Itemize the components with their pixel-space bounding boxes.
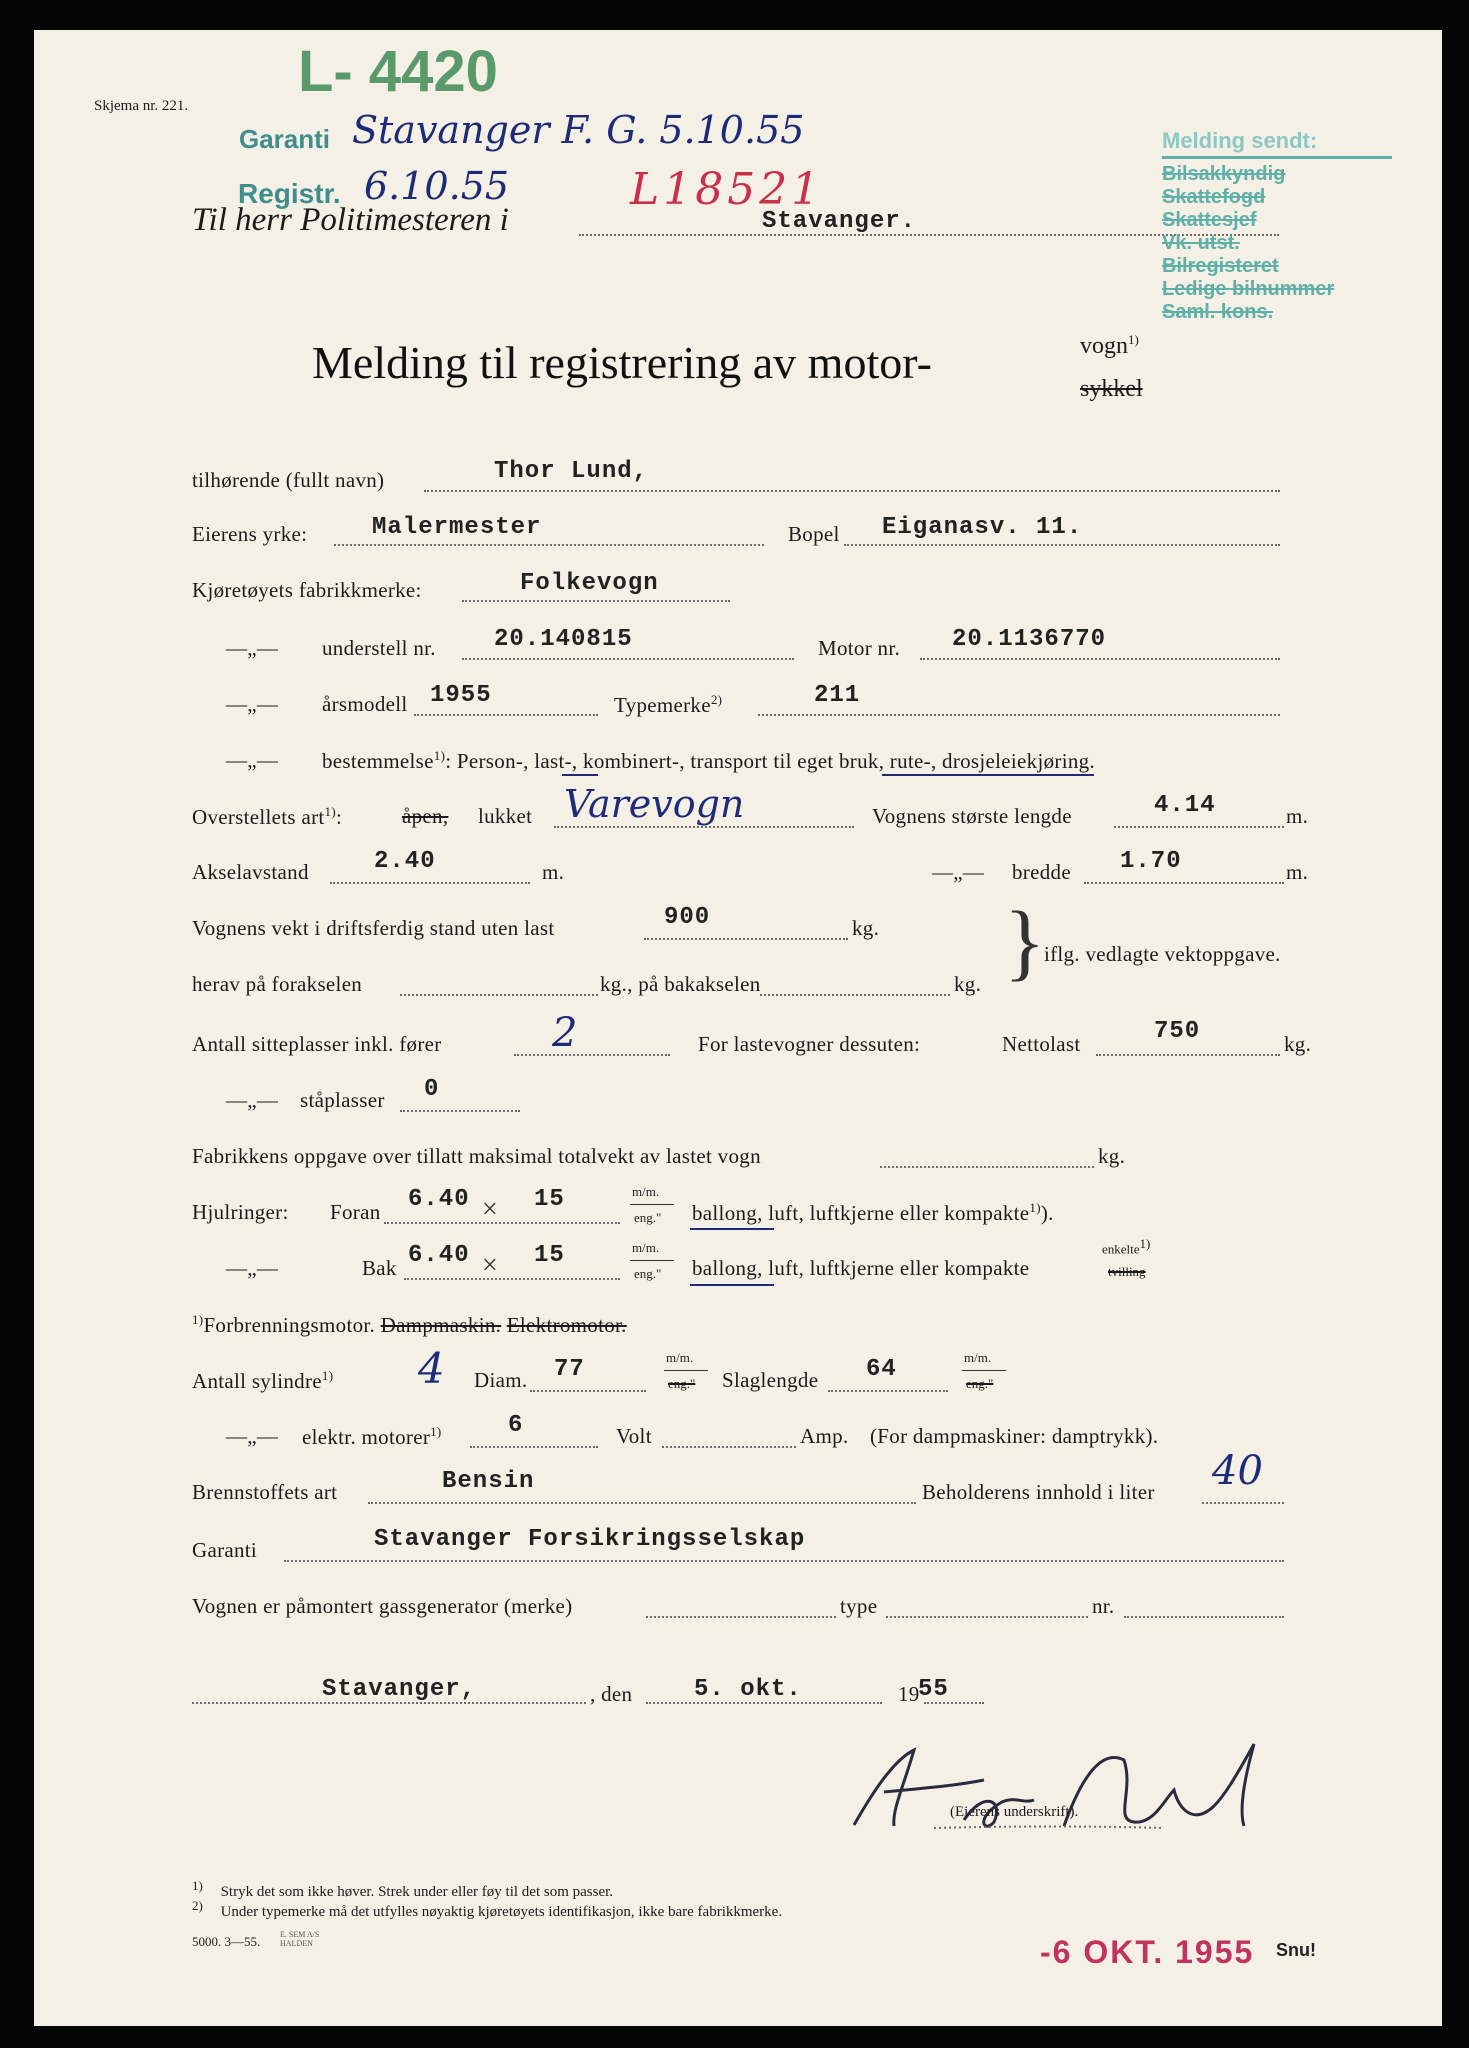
rear-tvilling-struck: tvilling xyxy=(1108,1264,1146,1279)
diameter-label: Diam. xyxy=(474,1368,528,1392)
payload-label: Nettolast xyxy=(1002,1032,1081,1056)
cylinders-label: Antall sylindre$^{1)}$ xyxy=(192,1368,334,1393)
rear-tire-type: ballong, luft, luftkjerne eller kompakte xyxy=(692,1256,1030,1280)
wheelbase-label: Akselavstand xyxy=(192,860,309,884)
stamp-item-ledige-bilnummer: Ledige bilnummer xyxy=(1162,278,1335,300)
max-weight-unit: kg. xyxy=(1098,1144,1126,1168)
ditto-electric: —„— xyxy=(226,1424,279,1448)
title-vogn: vogn$^{1)}$ xyxy=(1080,332,1139,359)
length-label: Vognens største lengde xyxy=(872,804,1072,828)
weight-label: Vognens vekt i driftsferdig stand uten last xyxy=(192,916,555,940)
footnote-1: 1) Stryk det som ikke høver. Strek under eller føy til det som passer. xyxy=(192,1878,614,1900)
police-city: Stavanger. xyxy=(762,208,917,235)
seats-handwritten: 2 xyxy=(552,1010,578,1056)
make-label: Kjøretøyets fabrikkmerke: xyxy=(192,578,422,602)
front-eng-unit: eng." xyxy=(634,1210,662,1225)
stroke-label: Slaglengde xyxy=(722,1368,819,1392)
ditto-chassis: —„— xyxy=(226,636,279,660)
registr-handwritten: 6.10.55 xyxy=(364,164,510,208)
front-times-sign: × xyxy=(482,1194,498,1225)
diameter-eng-struck: eng." xyxy=(668,1376,696,1391)
melding-sendt-title: Melding sendt: xyxy=(1162,128,1318,153)
chassis-label: understell nr. xyxy=(322,636,436,660)
front-axle-label: herav på forakselen xyxy=(192,972,363,996)
front-tire-size: 6.40 xyxy=(408,1186,470,1213)
volt-value: 6 xyxy=(508,1412,524,1439)
length-unit: m. xyxy=(1286,804,1309,828)
registr-stamp-label: Registr. xyxy=(238,178,341,209)
stamp-item-vk-utst: Vk. utst. xyxy=(1162,232,1240,254)
diameter-value: 77 xyxy=(554,1356,585,1383)
steam-pressure-note: (For dampmaskiner: damptrykk). xyxy=(870,1424,1159,1448)
print-code: 5000. 3—55. xyxy=(192,1934,261,1949)
occupation-label: Eierens yrke: xyxy=(192,522,308,546)
body-label: Overstellets art$^{1)}$: xyxy=(192,804,343,829)
stroke-mm-unit: m/m. xyxy=(964,1350,992,1365)
front-mm-unit: m/m. xyxy=(632,1184,660,1199)
snu-note: Snu! xyxy=(1276,1940,1316,1960)
signature-caption: (Eierens underskrift). xyxy=(950,1804,1079,1820)
owner-signature xyxy=(834,1730,1274,1840)
plate-number-handwritten: L18521 xyxy=(630,164,824,215)
owner-label: tilhørende (fullt navn) xyxy=(192,468,385,492)
occupation-value: Malermester xyxy=(372,514,542,541)
width-unit: m. xyxy=(1286,860,1309,884)
stroke-eng-struck: eng." xyxy=(966,1376,994,1391)
payload-value: 750 xyxy=(1154,1018,1201,1045)
rear-mm-unit: m/m. xyxy=(632,1240,660,1255)
file-number: L- 4420 xyxy=(298,39,498,104)
title-sykkel-struck: sykkel xyxy=(1080,376,1143,402)
to-police-label: Til herr Politimesteren i xyxy=(192,202,509,238)
stamp-item-saml-kons: Saml. kons. xyxy=(1162,301,1274,323)
weight-value: 900 xyxy=(664,904,711,931)
garanti-stamp-label: Garanti xyxy=(239,124,331,154)
footnote-2: 2) Under typemerke må det utfylles nøyaktig kjøretøyets identifikasjon, ikke bare fabrikkmerke. xyxy=(192,1898,783,1920)
year-label: årsmodell xyxy=(322,692,408,716)
form-title: Melding til registrering av motor- xyxy=(312,337,932,388)
motor-value: 20.1136770 xyxy=(952,626,1107,653)
body-open-struck: åpen, xyxy=(402,804,449,828)
stamp-item-bilsakkyndig: Bilsakkyndig xyxy=(1162,163,1286,185)
standing-value: 0 xyxy=(424,1076,440,1103)
address-value: Eiganasv. 11. xyxy=(882,514,1083,541)
melding-sendt-stamp xyxy=(1162,128,1422,324)
rear-axle-label: kg., på bakakselen xyxy=(600,972,761,996)
rear-tire-size: 6.40 xyxy=(408,1242,470,1269)
amp-label: Amp. xyxy=(800,1424,849,1448)
payload-unit: kg. xyxy=(1284,1032,1312,1056)
year-suffix: 55 xyxy=(918,1676,949,1703)
lorry-label: For lastevogner dessuten: xyxy=(698,1032,921,1056)
wheels-label: Hjulringer: xyxy=(192,1200,289,1224)
wheelbase-value: 2.40 xyxy=(374,848,436,875)
gas-generator-label: Vognen er påmontert gassgenerator (merke) xyxy=(192,1594,573,1618)
width-value: 1.70 xyxy=(1120,848,1182,875)
front-wheels-label: Foran xyxy=(330,1200,381,1224)
tank-label: Beholderens innhold i liter xyxy=(922,1480,1155,1504)
fuel-label: Brennstoffets art xyxy=(192,1480,338,1504)
electric-motors-label: elektr. motorer$^{1)}$ xyxy=(302,1424,442,1449)
typemark-label: Typemerke$^{2)}$ xyxy=(614,692,723,717)
ditto-purpose: —„— xyxy=(226,748,279,772)
ditto-standing: —„— xyxy=(226,1088,279,1112)
file-number-stamp xyxy=(298,38,498,105)
rear-rim-size: 15 xyxy=(534,1242,565,1269)
printer-name: E. SEM A/S HALDEN xyxy=(280,1930,320,1948)
stamp-item-bilregisteret: Bilregisteret xyxy=(1162,255,1279,277)
address-label: Bopel xyxy=(788,522,840,546)
max-weight-label: Fabrikkens oppgave over tillatt maksimal totalvekt av lastet vogn xyxy=(192,1144,761,1168)
length-value: 4.14 xyxy=(1154,792,1216,819)
ditto-year: —„— xyxy=(226,692,279,716)
cylinders-handwritten: 4 xyxy=(418,1344,445,1393)
weight-reference: iflg. vedlagte vektoppgave. xyxy=(1044,942,1281,966)
gas-nr-label: nr. xyxy=(1092,1594,1115,1618)
width-label: bredde xyxy=(1012,860,1071,884)
tank-handwritten: 40 xyxy=(1212,1448,1263,1494)
rear-times-sign: × xyxy=(482,1250,498,1281)
signing-place: Stavanger, xyxy=(322,1676,477,1703)
wheelbase-unit: m. xyxy=(542,860,565,884)
rear-wheels-label: Bak xyxy=(362,1256,397,1280)
year-value: 1955 xyxy=(430,682,492,709)
ditto-width: —„— xyxy=(932,860,985,884)
body-type-handwritten: Varevogn xyxy=(564,782,745,826)
chassis-value: 20.140815 xyxy=(494,626,633,653)
purpose-row: bestemmelse$^{1)}$: Person-, last-, kombinert-, transport til eget bruk, rute-, drosjeleiekjøring. xyxy=(322,748,1095,773)
weight-unit: kg. xyxy=(852,916,880,940)
date-den: , den xyxy=(590,1682,633,1706)
engine-steam-struck: Dampmaskin. xyxy=(380,1313,502,1337)
diameter-mm-unit: m/m. xyxy=(666,1350,694,1365)
owner-name: Thor Lund, xyxy=(494,458,649,485)
front-tire-type: ballong, luft, luftkjerne eller kompakte$^{1)}$). xyxy=(692,1200,1054,1225)
form-paper xyxy=(34,30,1442,2026)
garanti-handwritten: Stavanger F. G. 5.10.55 xyxy=(352,108,805,152)
stamp-item-skattesjef: Skattesjef xyxy=(1162,209,1257,231)
fuel-value: Bensin xyxy=(442,1468,535,1495)
standing-label: ståplasser xyxy=(300,1088,385,1112)
body-closed-label: lukket xyxy=(478,804,533,828)
make-value: Folkevogn xyxy=(520,570,659,597)
stroke-value: 64 xyxy=(866,1356,897,1383)
engine-electric-struck: Elektromotor. xyxy=(506,1313,627,1337)
rear-axle-unit: kg. xyxy=(954,972,982,996)
signing-date: 5. okt. xyxy=(694,1676,802,1703)
year-prefix: 19 xyxy=(898,1682,920,1706)
received-date-stamp: -6 OKT. 1955 xyxy=(1040,1934,1255,1970)
ditto-rear: —„— xyxy=(226,1256,279,1280)
motor-label: Motor nr. xyxy=(818,636,901,660)
volt-label: Volt xyxy=(616,1424,652,1448)
schema-number: Skjema nr. 221. xyxy=(94,98,189,114)
front-rim-size: 15 xyxy=(534,1186,565,1213)
rear-enkelte: enkelte1) xyxy=(1102,1236,1151,1257)
insurer-value: Stavanger Forsikringsselskap xyxy=(374,1526,806,1553)
weight-brace: } xyxy=(1004,893,1046,989)
gas-type-label: type xyxy=(840,1594,878,1618)
engine-type-row: $^{1)}$Forbrenningsmotor. Dampmaskin. Elektromotor. xyxy=(192,1312,627,1337)
typemark-value: 211 xyxy=(814,682,861,709)
stamp-item-skattefogd: Skattefogd xyxy=(1162,186,1266,208)
insurer-label: Garanti xyxy=(192,1538,258,1562)
seats-label: Antall sitteplasser inkl. fører xyxy=(192,1032,442,1056)
rear-eng-unit: eng." xyxy=(634,1266,662,1281)
